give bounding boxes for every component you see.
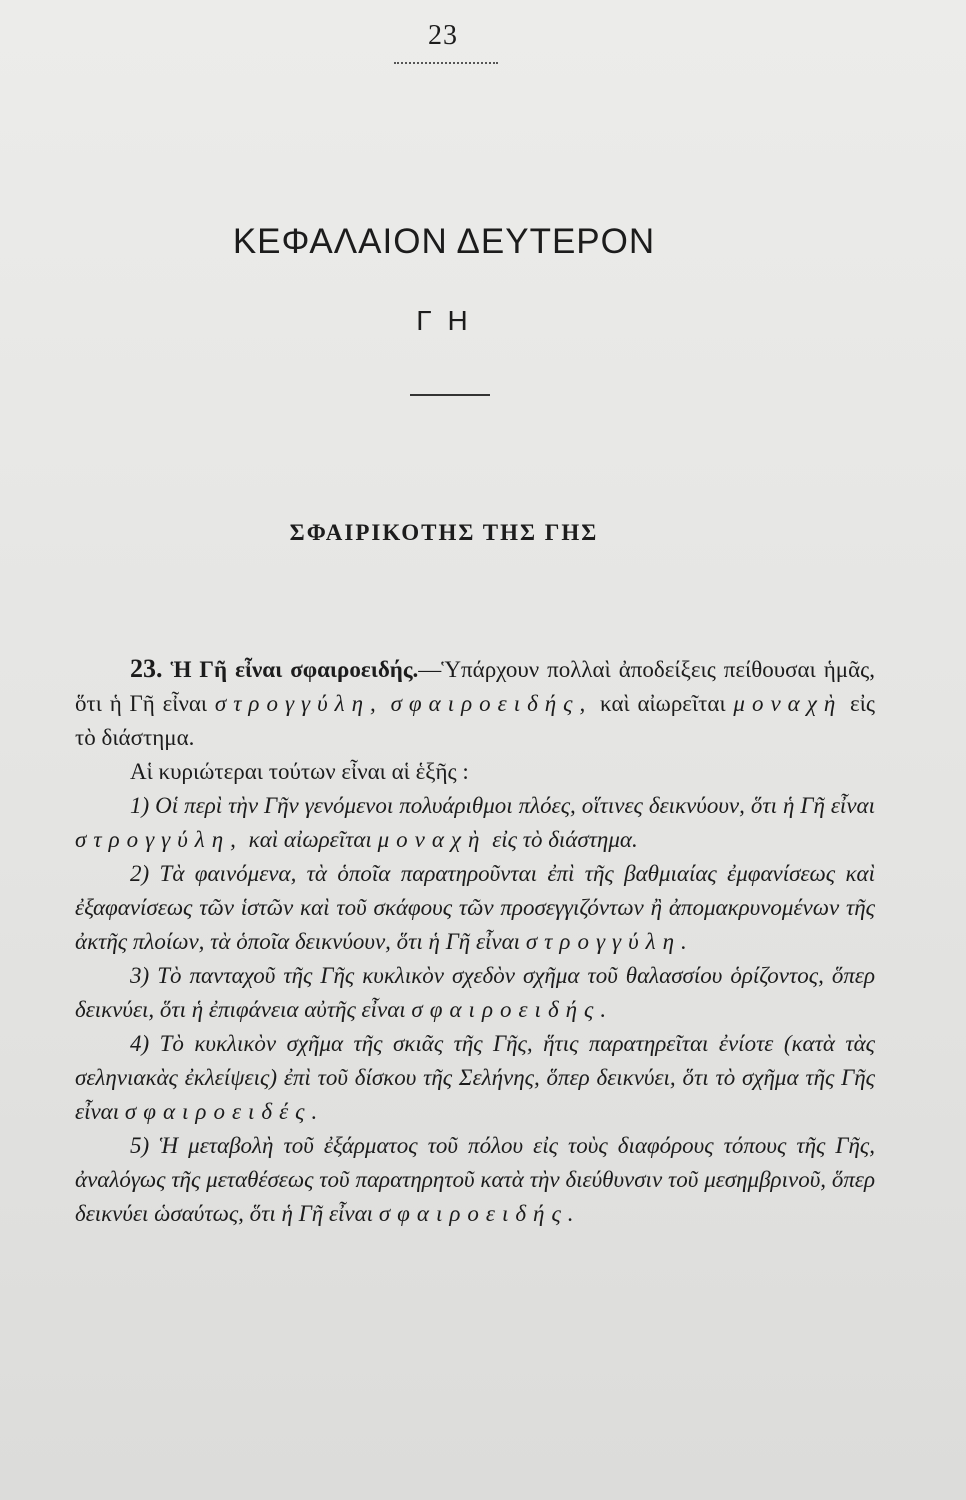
emphasis-text: σφαιροειδής. [378, 1201, 581, 1226]
paragraph-dash: — [418, 657, 442, 682]
emphasis-text: σφαιροειδής, [390, 691, 593, 716]
paragraph-heading: Ἡ Γῆ εἶναι σφαιροειδής. [170, 657, 419, 682]
list-item [75, 789, 875, 857]
body-text [75, 652, 875, 1231]
item-number: 5) [130, 1133, 150, 1158]
emphasis-text: στρογγύλη, [214, 691, 383, 716]
list-item [75, 1027, 875, 1129]
section-heading: ΣΦΑΙΡΙΚΟΤΗΣ ΤΗΣ ΓΗΣ [289, 520, 599, 545]
item-number: 2) [130, 861, 150, 886]
paragraph-23 [75, 652, 875, 755]
list-item [75, 959, 875, 1027]
emphasis-text: μοναχὴ [733, 691, 843, 716]
paragraph-text [383, 691, 391, 716]
list-item [75, 857, 875, 959]
emphasis-text: σφαιροειδής. [411, 997, 614, 1022]
item-number: 4) [130, 1031, 150, 1056]
item-text: Τὸ πανταχοῦ τῆς Γῆς κυκλικὸν σχεδὸν σχῆμα τοῦ θαλασσίου ὁρίζοντος, ὅπερ δεικνύει, ὅτι ἡ ἐπιφάνεια αὐτῆς εἶναι [75, 963, 875, 1022]
item-number: 1) [130, 793, 150, 818]
page-number-underline [394, 62, 498, 64]
intro-line: Αἱ κυριώτεραι τούτων εἶναι αἱ ἑξῆς : [130, 759, 469, 784]
emphasis-text: σφαιροειδές. [124, 1099, 325, 1124]
emphasis-text: μοναχὴ [377, 827, 487, 852]
item-text: Ἡ μεταβολὴ τοῦ ἐξάρματος τοῦ πόλου εἰς τοὺς διαφόρους τόπους τῆς Γῆς, ἀναλόγως τῆς μεταθέσεως τοῦ παρατηρητοῦ κατὰ τὴν διεύθυνσιν τοῦ μεσημβρινοῦ, ὅπερ δεικνύει ὡσαύτως, ὅτι ἡ Γῆ εἶναι [75, 1133, 875, 1226]
title-divider [410, 394, 490, 396]
page-number: 23 [428, 20, 458, 51]
item-text: Τὰ φαινόμενα, τὰ ὁποῖα παρατηροῦνται ἐπὶ τῆς βαθμιαίας ἐμφανίσεως καὶ ἐξαφανίσεως τῶν ἱστῶν καὶ τοῦ σκάφους τῶν προσεγγιζόντων ἢ ἀπομακρυνομένων τῆς ἀκτῆς πλοίων, τὰ ὁποῖα δεικνύουν, ὅτι ἡ Γῆ εἶναι [75, 861, 875, 954]
item-text: Οἱ περὶ τὴν Γῆν γενόμενοι πολυάριθμοι πλόες, οἵτινες δεικνύουν, ὅτι ἡ Γῆ εἶναι [149, 793, 875, 818]
emphasis-text: στρογγύλη. [525, 929, 694, 954]
chapter-title: ΚΕΦΑΛΑΙΟΝ ΔΕΥΤΕΡΟΝ [232, 222, 656, 261]
paragraph-text: Ὑπάρχουν πολλαὶ ἀποδείξεις πείθουσαι ἡμᾶς, ὅτι ἡ Γῆ εἶναι [75, 657, 875, 716]
chapter-subtitle: Γ Η [416, 305, 472, 336]
paragraph-text: εἰς τὸ διάστημα. [75, 691, 875, 750]
emphasis-text: στρογγύλη, [75, 827, 243, 852]
paragraph-text: καὶ αἰωρεῖται [592, 691, 734, 716]
item-text: Τὸ κυκλικὸν σχῆμα τῆς σκιᾶς τῆς Γῆς, ἥτις παρατηρεῖται ἐνίοτε (κατὰ τὰς σεληνιακὰς ἐκλείψεις) ἐπὶ τοῦ δίσκου τῆς Σελήνης, ὅπερ δεικνύει, ὅτι τὸ σχῆμα τῆς Γῆς εἶναι [75, 1031, 875, 1124]
item-text: καὶ αἰωρεῖται [242, 827, 378, 852]
item-number: 3) [130, 963, 150, 988]
paragraph-number: 23. [130, 654, 163, 683]
item-text: εἰς τὸ διάστημα. [486, 827, 638, 852]
list-item [75, 1129, 875, 1231]
